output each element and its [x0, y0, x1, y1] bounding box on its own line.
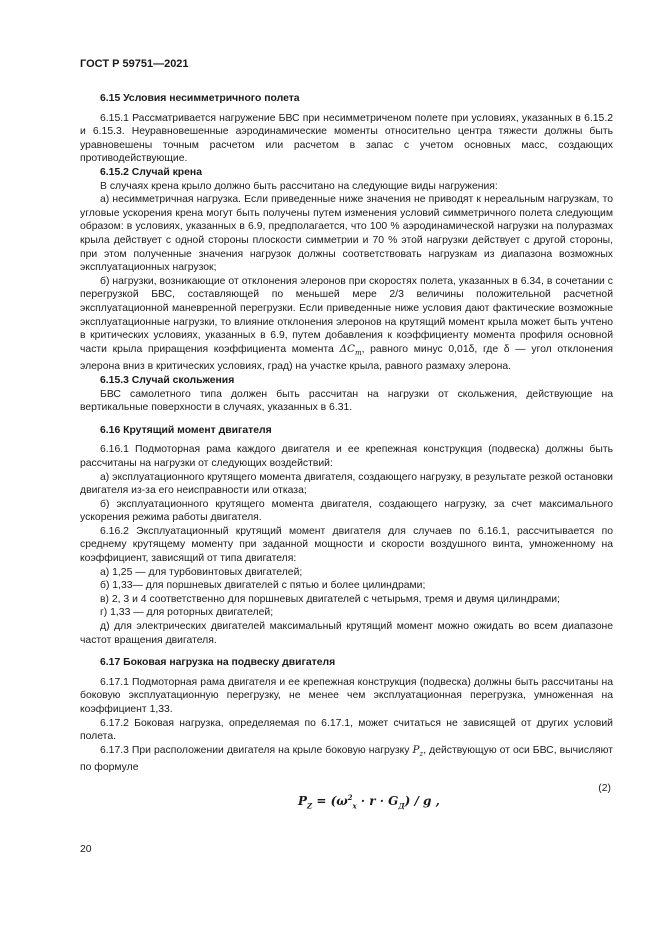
paragraph-6-16-1-b: б) эксплуатационного крутящего момента двигателя, создающего нагрузку, за счет максимального ускорения режима работы двигателя. [80, 498, 613, 524]
paragraph-6-17-3-text: 6.17.3 При расположении двигателя на крыле боковую нагрузку [100, 744, 413, 756]
paragraph-6-15-2-a: а) несимметричная нагрузка. Если приведенные ниже значения не приводят к нереальным нагрузкам, то угловые ускорения крена могут быть получены путем изменения условий симметричного полета следующим образом: в условиях, указанных в 6.9, предполагается, что 100 % аэродинамической нагрузки на полуразмах крыла действует с одной стороны плоскости симметрии и 70 % этой нагрузки действует с другой стороны, при этом полученные значения нагрузок должны соответствовать нагрузкам из диапазона возможных эксплуатационных нагрузок; [80, 194, 613, 274]
formula-r-g: · r · G [356, 794, 399, 808]
paragraph-6-17-1: 6.17.1 Подмоторная рама двигателя и ее крепежная конструкция (подвеска) должны быть рассчитаны на боковую эксплуатационную перегрузку, не менее чем эксплуатационная перегрузка, умноженная на коэффициент 1,33. [80, 676, 613, 716]
paragraph-6-15-2-b-text: б) нагрузки, возникающие от отклонения элеронов при скоростях полета, указанных в 6.34, в сочетании с перегрузкой БВС, составляющей по меньшей мере 2/3 величины положительной расчетной эксплуатационной маневренной перегрузки. Если приведенные ниже условия дают фактические возможные эксплуатационные нагрузки, то влияние отклонения элеронов на крутящий момент крыла может быть учтено в критических условиях, указанных в 6.9, путем добавления к коэффициенту момента профиля основной части крыла приращения коэффициента момента [80, 275, 613, 355]
section-6-16-title: 6.16 Крутящий момент двигателя [100, 424, 272, 436]
list-item-c: в) 2, 3 и 4 соответственно для поршневых двигателей с четырьмя, тремя и двумя цилиндрами; [100, 593, 560, 605]
standard-header: ГОСТ Р 59751—2021 [80, 58, 189, 70]
page-number: 20 [80, 844, 92, 855]
formula-block [80, 783, 613, 823]
formula-omega-sup: 2 [347, 793, 353, 802]
list-item-e: д) для электрических двигателей максимальный крутящий момент можно ожидать во всем диапазоне частот вращения двигателя. [80, 621, 613, 646]
paragraph-6-17-3-text-end: , действующую от оси БВС, вычисляют по формуле [80, 744, 613, 774]
formula-p-sub: Z [307, 801, 313, 811]
pz-symbol: P [412, 743, 420, 756]
pz-subscript: z [419, 749, 424, 758]
paragraph-6-15-2-intro: В случаях крена крыло должно быть рассчитано на следующие виды нагружения: [100, 180, 498, 192]
delta-cm-subscript: m [354, 348, 362, 357]
paragraph-6-17-3 [80, 744, 613, 775]
formula-number: (2) [598, 783, 611, 794]
formula-p: P [298, 794, 308, 808]
paragraph-6-16-1-a: а) эксплуатационного крутящего момента двигателя, создающего нагрузку, в результате резкой остановки двигателя из-за его неисправности или отказа; [80, 471, 613, 497]
paragraph-6-16-1: 6.16.1 Подмоторная рама каждого двигателя и ее крепежная конструкция (подвеска) должны быть рассчитаны на нагрузки от следующих воздействий: [80, 444, 613, 469]
section-6-15-title: 6.15 Условия несимметричного полета [100, 93, 300, 104]
delta-cm-symbol: ΔC [339, 342, 355, 355]
list-item-b: б) 1,33— для поршневых двигателей с пятью и более цилиндрами; [100, 580, 426, 592]
document-body [80, 92, 613, 775]
section-6-15-2-title: 6.15.2 Случай крена [100, 166, 202, 178]
section-6-17-title: 6.17 Боковая нагрузка на подвеску двигателя [100, 657, 336, 669]
formula-expression [298, 793, 440, 810]
section-6-15-3-title: 6.15.3 Случай скольжения [100, 374, 235, 386]
formula-omega: = (ω [312, 794, 348, 808]
list-item-d: г) 1,33 — для роторных двигателей; [100, 607, 274, 619]
paragraph-6-15-2-b-text-end: , равного минус 0,01δ, где δ — угол отклонения элерона вниз в критических условиях, град) на участке крыла, равного размаху элерона. [80, 343, 613, 373]
list-item-a: а) 1,25 — для турбовинтовых двигателей; [100, 566, 303, 578]
paragraph-6-15-3: БВС самолетного типа должен быть рассчитан на нагрузки от скольжения, действующие на вертикальные поверхности в случаях, указанных в 6.31. [80, 388, 613, 414]
formula-g-sub: Д [398, 801, 405, 811]
paragraph-6-15-1: 6.15.1 Рассматривается нагружение БВС при несимметриченом полете при условиях, указанных в 6.15.2 и 6.15.3. Неуравновешенные аэродинамические моменты относительно центра тяжести должны быть уравновешены точным расчетом или расчетом в запас с учетом основных масс, создающих противодействующие. [80, 112, 613, 165]
paragraph-6-15-2-b [80, 275, 613, 374]
paragraph-6-16-2: 6.16.2 Эксплуатационный крутящий момент двигателя для случаев по 6.16.1, рассчитывается по среднему крутящему моменту при заданной мощности и скорости воздушного винта, умноженному на коэффициент, зависящий от типа двигателя: [80, 525, 613, 565]
paragraph-6-17-2: 6.17.2 Боковая нагрузка, определяемая по 6.17.1, может считаться не зависящей от других условий полета. [80, 717, 613, 743]
formula-omega-sub: x [352, 801, 357, 811]
formula-end: ) / g , [404, 794, 440, 808]
